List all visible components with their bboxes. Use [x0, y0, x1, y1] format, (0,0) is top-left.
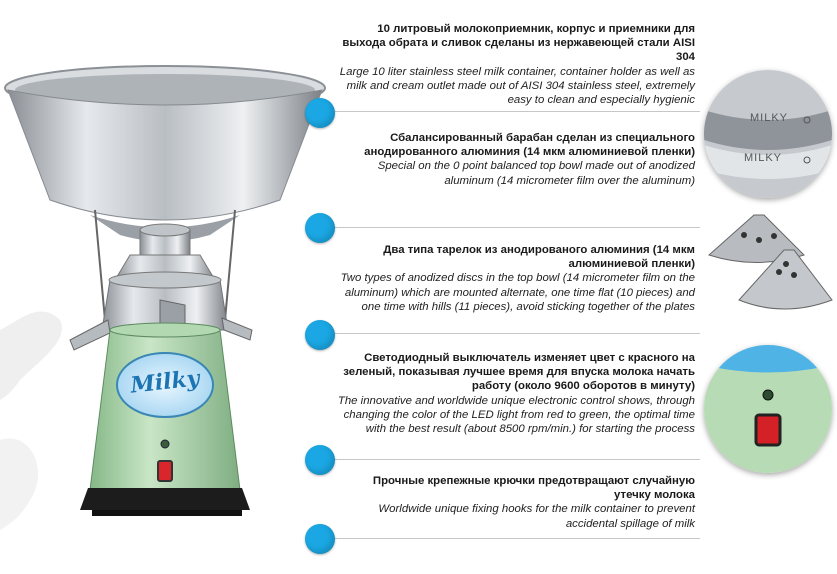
- divider-5: [320, 538, 700, 539]
- cream-separator-image: [0, 0, 330, 574]
- brand-label: Milky: [129, 365, 201, 399]
- feature-1-en: Large 10 liter stainless steel milk container, container holder as well as milk and cream outlet made out of AISI 304 stainless steel, extremely easy to clean and especially hygienic: [339, 65, 695, 107]
- feature-1: [335, 22, 695, 107]
- feature-4-en: The innovative and worldwide unique electronic control shows, through changing the color of the LED light from red to green, the optimal time with the best result (about 8500 rpm/min.) for starting the process: [337, 394, 695, 436]
- bullet-dot-5: [305, 524, 335, 554]
- bowl-detail-image: [704, 70, 832, 198]
- zoom-switch-detail: [704, 345, 832, 473]
- divider-4: [320, 459, 700, 460]
- divider-1: [320, 111, 700, 112]
- feature-3-ru: Два типа тарелок из анодированого алюминия (14 мкм алюминиевой пленки): [383, 244, 695, 271]
- bullet-dot-1: [305, 98, 335, 128]
- feature-5-en: Worldwide unique fixing hooks for the milk container to prevent accidental spillage of milk: [378, 503, 695, 530]
- divider-3: [320, 333, 700, 334]
- discs-image: [704, 200, 834, 320]
- feature-5: [335, 474, 695, 531]
- bullet-dot-4: [305, 445, 335, 475]
- divider-2: [320, 227, 700, 228]
- feature-5-ru: Прочные крепежные крючки предотвращают случайную утечку молока: [372, 475, 695, 502]
- feature-3: [335, 243, 695, 314]
- feature-2-en: Special on the 0 point balanced top bowl made out of anodized aluminum (14 micrometer film over the aluminum): [377, 160, 695, 187]
- bullet-dot-3: [305, 320, 335, 350]
- switch-detail-image: [704, 345, 832, 473]
- feature-3-en: Two types of anodized discs in the top bowl (14 micrometer film on the aluminum) which are mounted alternate, one time flat (10 pieces) and one time with hills (11 pieces), avoid sticking together of the plates: [340, 272, 695, 313]
- feature-4-ru: Светодиодный выключатель изменяет цвет с красного на зеленый, показывая лучшее время для впуска молока начать работу (около 9600 оборотов в минуту): [343, 352, 695, 393]
- feature-2: [335, 131, 695, 188]
- zoom-discs-detail: [704, 200, 834, 320]
- feature-4: [335, 351, 695, 436]
- feature-2-ru: Сбалансированный барабан сделан из специального анодированного алюминия (14 мкм алюминиевой пленки): [364, 132, 695, 159]
- bullet-dot-2: [305, 213, 335, 243]
- zoom-bowl-detail: [704, 70, 832, 198]
- bowl-engraving-2: MILKY: [744, 152, 783, 164]
- feature-1-ru: 10 литровый молокоприемник, корпус и приемники для выхода обрата и сливок сделаны из нержавеющей стали AISI 304: [342, 23, 695, 64]
- bowl-engraving-1: MILKY: [750, 112, 789, 124]
